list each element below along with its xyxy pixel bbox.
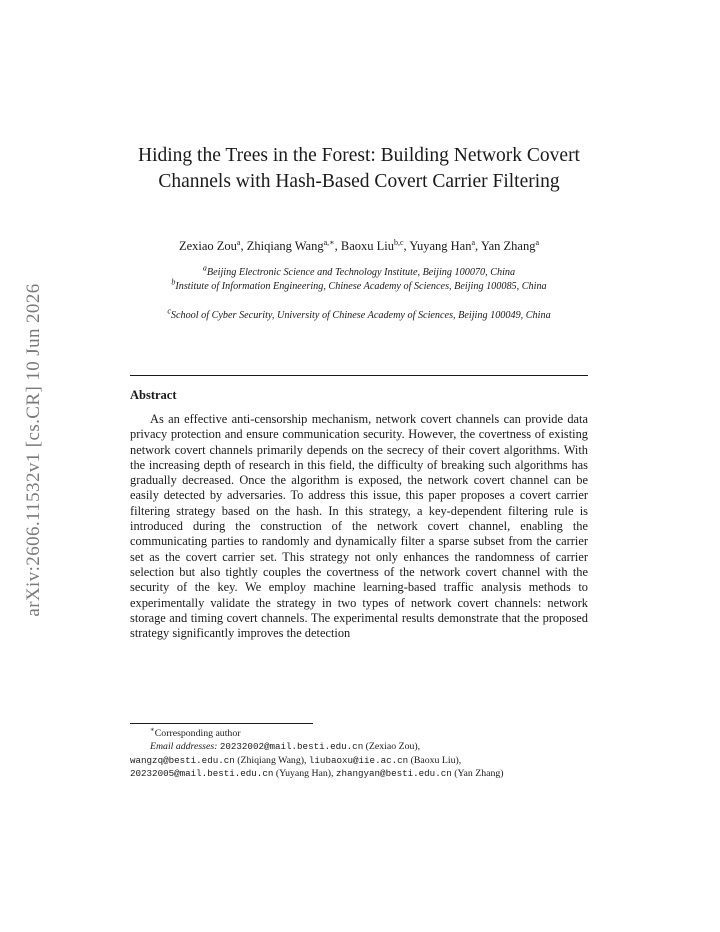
affiliation-text: School of Cyber Security, University of Chinese Academy of Sciences, Beijing 100049, China <box>170 310 551 321</box>
paper-title: Hiding the Trees in the Forest: Building Network Covert Channels with Hash-Based Covert Carrier Filtering <box>138 145 580 192</box>
email-owner: (Zhiqiang Wang), <box>237 754 307 766</box>
corresponding-mark: ∗ <box>150 725 155 734</box>
author-name: Baoxu Liu <box>340 239 394 253</box>
affiliation-a <box>130 263 588 280</box>
email-line <box>130 767 588 780</box>
affiliation-c <box>130 306 588 323</box>
author-affiliation-mark: a <box>236 237 241 247</box>
footnotes <box>130 727 588 781</box>
affiliation-mark: a <box>202 263 207 273</box>
email-address[interactable]: zhangyan@besti.edu.cn <box>335 768 452 780</box>
affiliation-b <box>130 277 588 294</box>
corresponding-author-note <box>130 727 588 740</box>
email-address[interactable]: 20232005@mail.besti.edu.cn <box>130 768 274 780</box>
affiliation-mark: c <box>167 306 171 316</box>
email-line <box>130 740 588 753</box>
corresponding-label: Corresponding author <box>154 728 241 739</box>
footnote-rule <box>130 723 313 724</box>
author-affiliation-mark: a <box>535 237 540 247</box>
abstract-top-rule <box>130 375 588 376</box>
abstract-heading: Abstract <box>130 388 177 402</box>
affiliation-text: Beijing Electronic Science and Technology Institute, Beijing 100070, China <box>206 267 516 278</box>
affiliation-text: Institute of Information Engineering, Chinese Academy of Sciences, Beijing 100085, China <box>175 281 547 292</box>
email-address[interactable]: 20232002@mail.besti.edu.cn <box>219 741 364 753</box>
arxiv-watermark: arXiv:2606.11532v1 [cs.CR] 10 Jun 2026 <box>23 283 44 617</box>
email-owner: (Yan Zhang) <box>454 768 504 780</box>
email-label: Email addresses: <box>150 741 218 753</box>
email-address[interactable]: liubaoxu@iie.ac.cn <box>308 754 409 766</box>
email-owner: (Baoxu Liu), <box>410 754 462 766</box>
author-affiliation-mark: a <box>471 237 476 247</box>
email-owner: (Zexiao Zou), <box>365 741 421 753</box>
abstract-text: As an effective anti-censorship mechanism, network covert channels can provide data privacy protection and ensure communication security. However, the covertness of existing network covert channels primarily depends on the secrecy of their covert algorithms. With the increasing depth of research in this field, the difficulty of breaking such algorithms has gradually decreased. Once the algorithm is exposed, the network covert channel can be easily detected by adversaries. To address this issue, this paper proposes a covert carrier filtering strategy based on the hash. In this strategy, a key-dependent filtering rule is introduced during the construction of the network covert channel, enabling the communicating parties to randomly and dynamically filter a sparse subset from the carrier set as the covert carrier set. This strategy not only enhances the randomness of carrier selection but also tightly couples the covertness of the network covert channel with the security of the key. We employ machine learning-based traffic analysis methods to experimentally validate the strategy in two types of network covert channels: network storage and timing covert channels. The experimental results demonstrate that the proposed strategy significantly improves the detection <box>130 412 588 641</box>
email-owner: (Yuyang Han), <box>275 768 334 780</box>
author-name: Zhiqiang Wang <box>246 239 324 253</box>
author-affiliation-mark: b,c <box>393 237 404 247</box>
author-name: Zexiao Zou <box>178 239 237 253</box>
affiliation-mark: b <box>171 277 176 287</box>
author-name: Yan Zhang <box>480 239 536 253</box>
email-address[interactable]: wangzq@besti.edu.cn <box>130 754 235 766</box>
author-name: Yuyang Han <box>409 239 472 253</box>
author-affiliation-mark: a,∗ <box>323 237 335 247</box>
email-line <box>130 754 588 767</box>
author-list: Zexiao Zou$^a$, Zhiqiang Wang$^{a,∗}$, Baoxu Liu$^{b,c}$, Yuyang Han$^a$, Yan Zhang$^a$ <box>178 237 540 253</box>
